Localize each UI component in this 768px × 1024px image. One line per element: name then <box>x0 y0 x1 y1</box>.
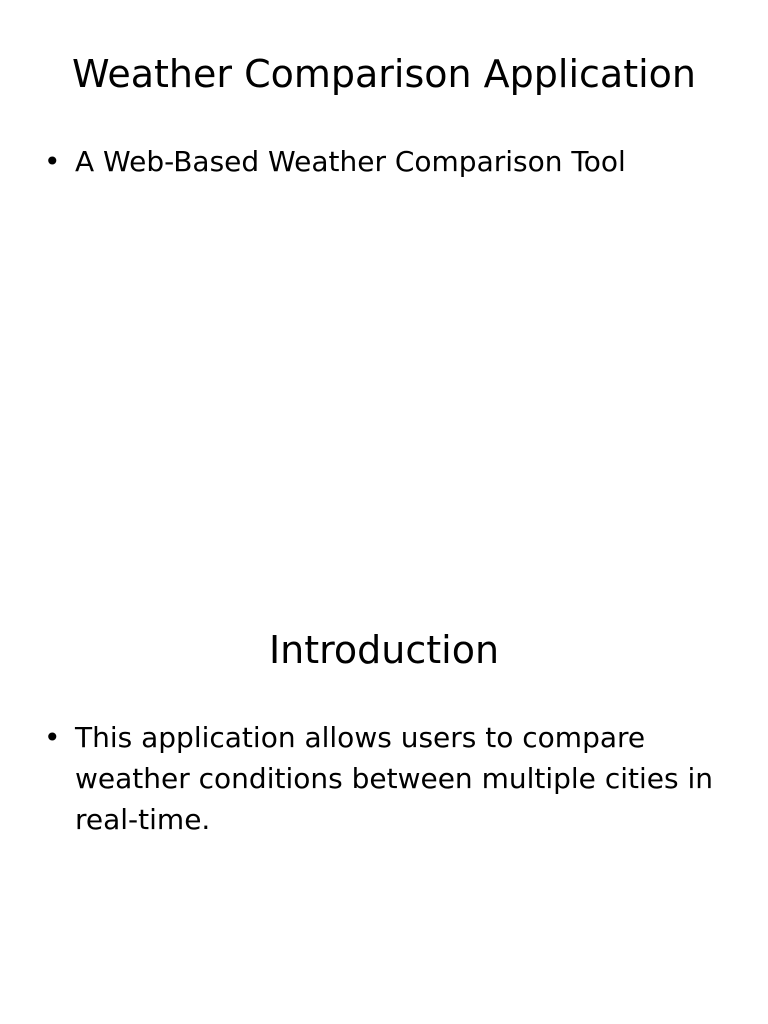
bullet-item <box>44 141 724 182</box>
bullet-list <box>44 141 724 182</box>
bullet-icon: • <box>44 145 61 178</box>
bullet-text: This application allows users to compare weather conditions between multiple cities in real-time. <box>75 721 713 836</box>
bullet-item <box>44 717 724 840</box>
bullet-list <box>44 717 724 840</box>
slide-title: Weather Comparison Application <box>72 52 696 96</box>
bullet-icon: • <box>44 721 61 754</box>
slide-introduction <box>0 576 768 1024</box>
bullet-text: A Web-Based Weather Comparison Tool <box>75 145 626 178</box>
slide-title: Introduction <box>268 628 500 672</box>
